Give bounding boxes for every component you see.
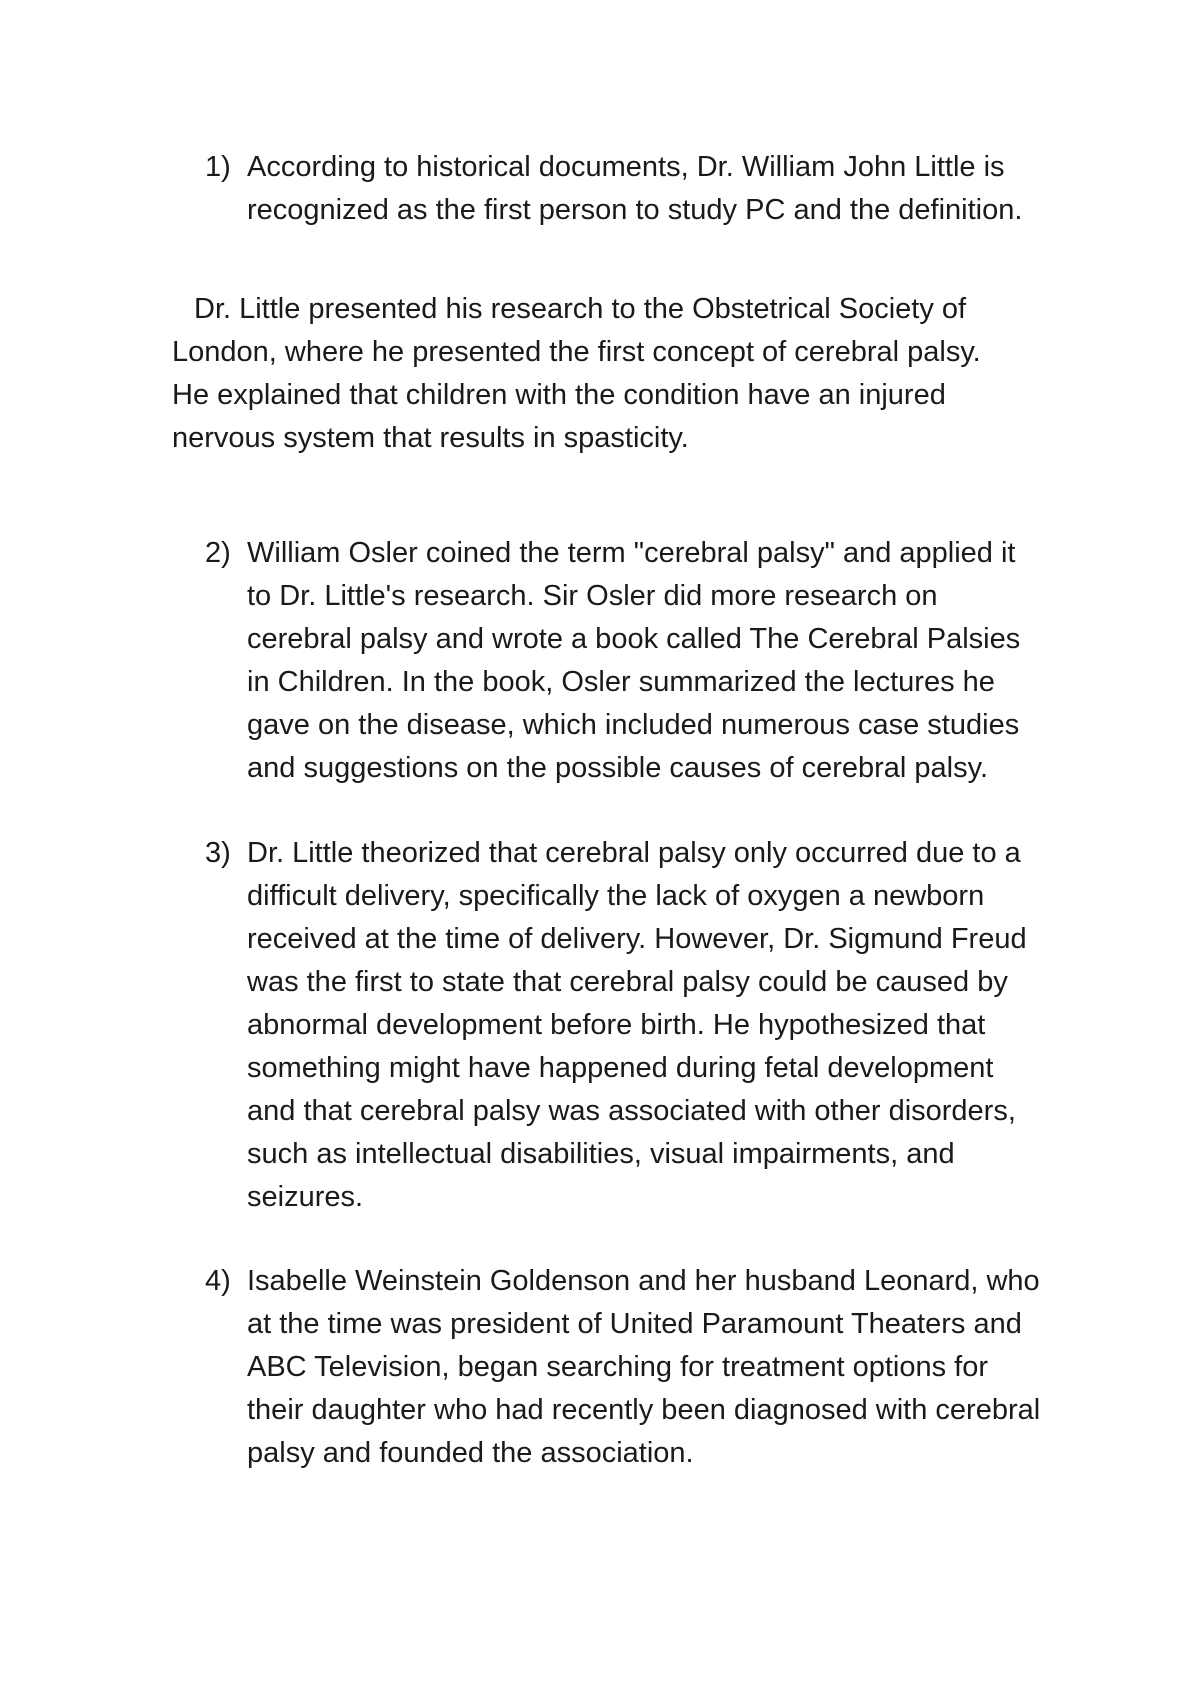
list-item-number: 3) <box>205 837 231 869</box>
list-item <box>205 146 1045 232</box>
list-item <box>205 1260 1045 1475</box>
list-item <box>205 532 1045 790</box>
list-item-number: 2) <box>205 537 231 569</box>
list-item-number: 1) <box>205 151 231 183</box>
list-item <box>205 832 1045 1219</box>
list-item-text: Dr. Little theorized that cerebral palsy only occurred due to a difficult delivery, specifically the lack of oxygen a newborn received at the time of delivery. However, Dr. Sigmund Freud was the first to state that cerebral palsy could be caused by abnormal development before birth. He hypothesized that something might have happened during fetal development and that cerebral palsy was associated with other disorders, such as intellectual disabilities, visual impairments, and seizures. <box>247 837 1027 1213</box>
list-item-text: According to historical documents, Dr. William John Little is recognized as the first person to study PC and the definition. <box>247 151 1023 226</box>
body-paragraph: Dr. Little presented his research to the Obstetrical Society of London, where he presented the first concept of cerebral palsy. He explained that children with the condition have an injured nervous system that results in spasticity. <box>172 293 981 454</box>
list-item-text: William Osler coined the term "cerebral palsy" and applied it to Dr. Little's research. Sir Osler did more research on cerebral palsy and wrote a book called The Cerebral Palsies in Children. In the book, Osler summarized the lectures he gave on the disease, which included numerous case studies and suggestions on the possible causes of cerebral palsy. <box>247 537 1021 784</box>
list-item-number: 4) <box>205 1265 231 1297</box>
list-item-text: Isabelle Weinstein Goldenson and her husband Leonard, who at the time was president of United Paramount Theaters and ABC Television, began searching for treatment options for their daughter who had recently been diagnosed with cerebral palsy and founded the association. <box>247 1265 1041 1469</box>
